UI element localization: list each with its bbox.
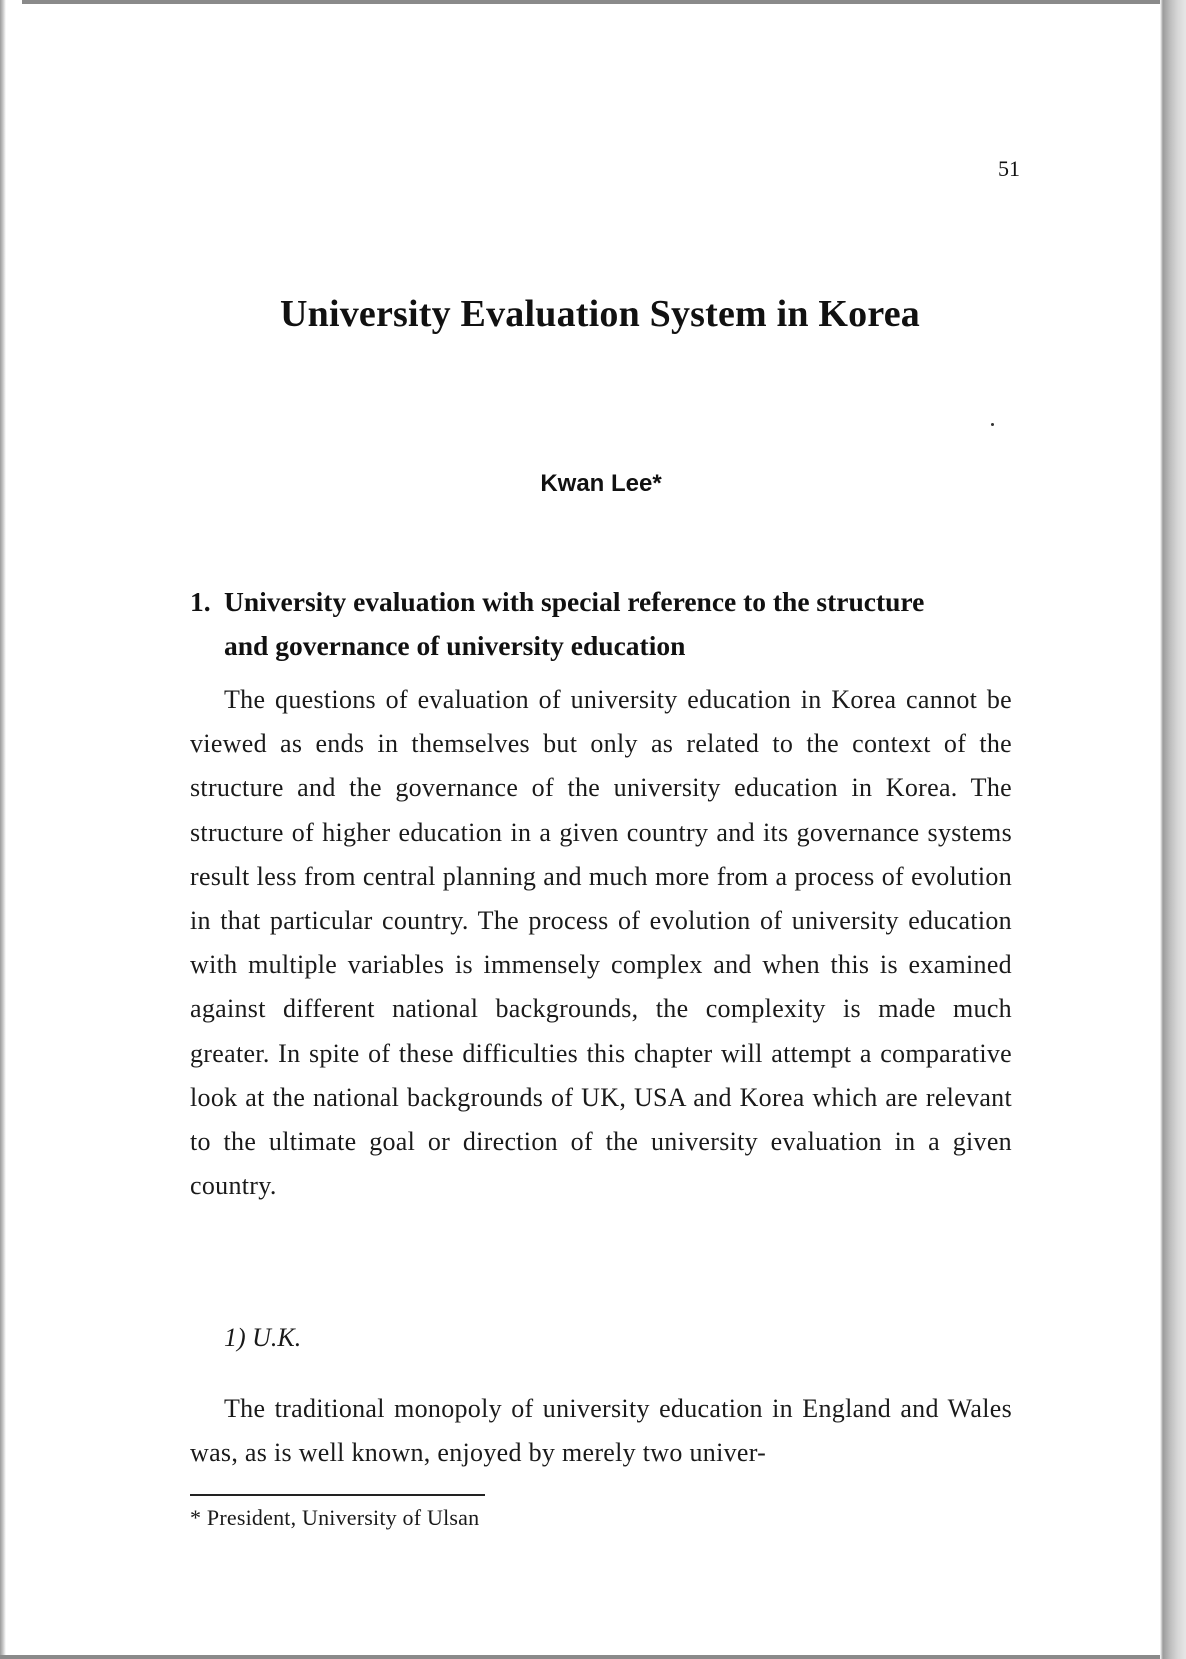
paragraph-2: The traditional monopoly of university education in England and Wales was, as is well known, enjoyed by merely two univer- bbox=[190, 1394, 1012, 1468]
page-edge-shadow bbox=[1160, 0, 1186, 1659]
footnote: * President, University of Ulsan bbox=[190, 1505, 480, 1530]
page-border-left bbox=[0, 0, 22, 1659]
section-heading-line-2: and governance of university education bbox=[224, 630, 686, 661]
author-name: Kwan Lee* bbox=[540, 470, 662, 497]
section-number: 1. bbox=[190, 586, 211, 617]
footnote-divider bbox=[190, 1494, 485, 1496]
page-number: 51 bbox=[998, 156, 1020, 181]
page-border-bottom bbox=[0, 1655, 1186, 1659]
section-heading-line-1: University evaluation with special reference to the structure bbox=[224, 586, 925, 617]
scan-speck bbox=[991, 423, 994, 426]
paragraph-1: The questions of evaluation of university education in Korea cannot be viewed as ends in themselves but only as related to the context of the structure and the governance of the university education in Korea. The structure of higher education in a given country and its governance systems result less from central planning and much more from a process of evolution in that particular country. The process of evolution of university education with multiple variables is immensely complex and when this is examined against different national backgrounds, the complexity is made much greater. In spite of these difficulties this chapter will attempt a comparative look at the national backgrounds of UK, USA and Korea which are relevant to the ultimate goal or direction of the university evaluation in a given country. bbox=[190, 685, 1012, 1201]
subsection-heading: 1) U.K. bbox=[224, 1323, 302, 1352]
page-border-top bbox=[0, 0, 1186, 4]
paper-title: University Evaluation System in Korea bbox=[279, 293, 921, 335]
